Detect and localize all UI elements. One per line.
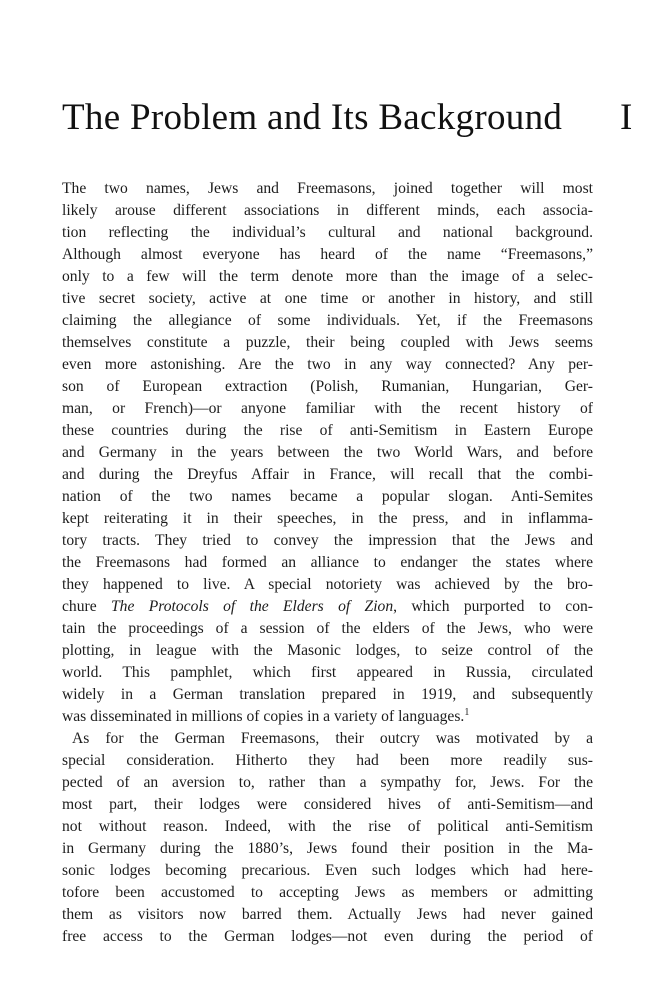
text-line (62, 508, 593, 530)
text-line (62, 838, 593, 860)
text-segment: and Germany in the years between the two World Wars, and before (62, 444, 593, 461)
text-line (62, 376, 593, 398)
text-segment: in Germany during the 1880’s, Jews found their position in the Ma- (62, 840, 593, 857)
text-segment: son of European extraction (Polish, Rumanian, Hungarian, Ger- (62, 378, 593, 395)
text-line (62, 860, 593, 882)
text-line (62, 772, 593, 794)
text-segment: plotting, in league with the Masonic lodges, to seize control of the (62, 642, 593, 659)
italic-title: The Protocols of the Elders of Zion (110, 598, 394, 615)
text-segment: chure (62, 598, 111, 615)
text-segment: even more astonishing. Are the two in any way connected? Any per- (62, 356, 593, 373)
text-segment: Although almost everyone has heard of the name “Freemasons,” (62, 246, 593, 263)
text-segment: free access to the German lodges—not even during the period of (62, 928, 593, 945)
text-segment: tain the proceedings of a session of the elders of the Jews, who were (62, 620, 593, 637)
text-line (62, 640, 593, 662)
text-segment: , which purported to con- (393, 598, 593, 615)
text-segment: only to a few will the term denote more than the image of a selec- (62, 268, 593, 285)
text-line (62, 904, 593, 926)
text-segment: and during the Dreyfus Affair in France, will recall that the combi- (62, 466, 593, 483)
text-line (62, 706, 593, 728)
chapter-title: The Problem and Its Background (62, 97, 563, 138)
text-segment: tory tracts. They tried to convey the impression that the Jews and (62, 532, 593, 549)
chapter-number: I (620, 97, 633, 138)
text-line (62, 574, 593, 596)
text-segment: not without reason. Indeed, with the rise of political anti-Semitism (62, 818, 593, 835)
text-segment: The two names, Jews and Freemasons, joined together will most (62, 180, 593, 197)
text-line (62, 310, 593, 332)
text-line (62, 530, 593, 552)
text-segment: they happened to live. A special notoriety was achieved by the bro- (62, 576, 593, 593)
text-segment: sonic lodges becoming precarious. Even such lodges which had here- (62, 862, 593, 879)
text-segment: was disseminated in millions of copies in a variety of languages. (62, 708, 465, 725)
text-line (62, 552, 593, 574)
text-segment: most part, their lodges were considered hives of anti-Semitism—and (62, 796, 593, 813)
text-line (62, 728, 593, 750)
text-line (62, 266, 593, 288)
text-line (62, 354, 593, 376)
text-line (62, 178, 593, 200)
text-line (62, 618, 593, 640)
text-segment: them as visitors now barred them. Actually Jews had never gained (62, 906, 593, 923)
text-line (62, 926, 593, 948)
footnote-marker: 1 (464, 706, 470, 718)
text-line (62, 244, 593, 266)
text-line (62, 596, 593, 618)
paragraph (62, 728, 593, 948)
text-line (62, 816, 593, 838)
text-line (62, 486, 593, 508)
text-segment: likely arouse different associations in different minds, each associa- (62, 202, 593, 219)
text-segment: world. This pamphlet, which first appeared in Russia, circulated (62, 664, 593, 681)
text-line (62, 200, 593, 222)
text-line (62, 684, 593, 706)
text-line (62, 420, 593, 442)
text-segment: tofore been accustomed to accepting Jews as members or admitting (62, 884, 593, 901)
text-segment: special consideration. Hitherto they had been more readily sus- (62, 752, 593, 769)
text-line (62, 398, 593, 420)
text-line (62, 222, 593, 244)
text-segment: man, or French)—or anyone familiar with the recent history of (62, 400, 593, 417)
body-text (62, 178, 593, 948)
text-segment: these countries during the rise of anti-Semitism in Eastern Europe (62, 422, 593, 439)
text-segment: pected of an aversion to, rather than a sympathy for, Jews. For the (62, 774, 593, 791)
text-segment: the Freemasons had formed an alliance to endanger the states where (62, 554, 593, 571)
text-segment: widely in a German translation prepared in 1919, and subsequently (62, 686, 593, 703)
text-segment: themselves constitute a puzzle, their being coupled with Jews seems (62, 334, 593, 351)
paragraph (62, 178, 593, 728)
text-line (62, 332, 593, 354)
text-line (62, 464, 593, 486)
text-segment: claiming the allegiance of some individuals. Yet, if the Freemasons (62, 312, 593, 329)
text-segment: tion reflecting the individual’s cultural and national background. (62, 224, 593, 241)
text-line (62, 442, 593, 464)
text-segment: nation of the two names became a popular slogan. Anti-Semites (62, 488, 593, 505)
text-line (62, 662, 593, 684)
text-segment: As for the German Freemasons, their outcry was motivated by a (72, 730, 593, 747)
text-segment: kept reiterating it in their speeches, in the press, and in inflamma- (62, 510, 593, 527)
text-line (62, 288, 593, 310)
text-line (62, 794, 593, 816)
text-line (62, 750, 593, 772)
text-segment: tive secret society, active at one time or another in history, and still (62, 290, 593, 307)
text-line (62, 882, 593, 904)
